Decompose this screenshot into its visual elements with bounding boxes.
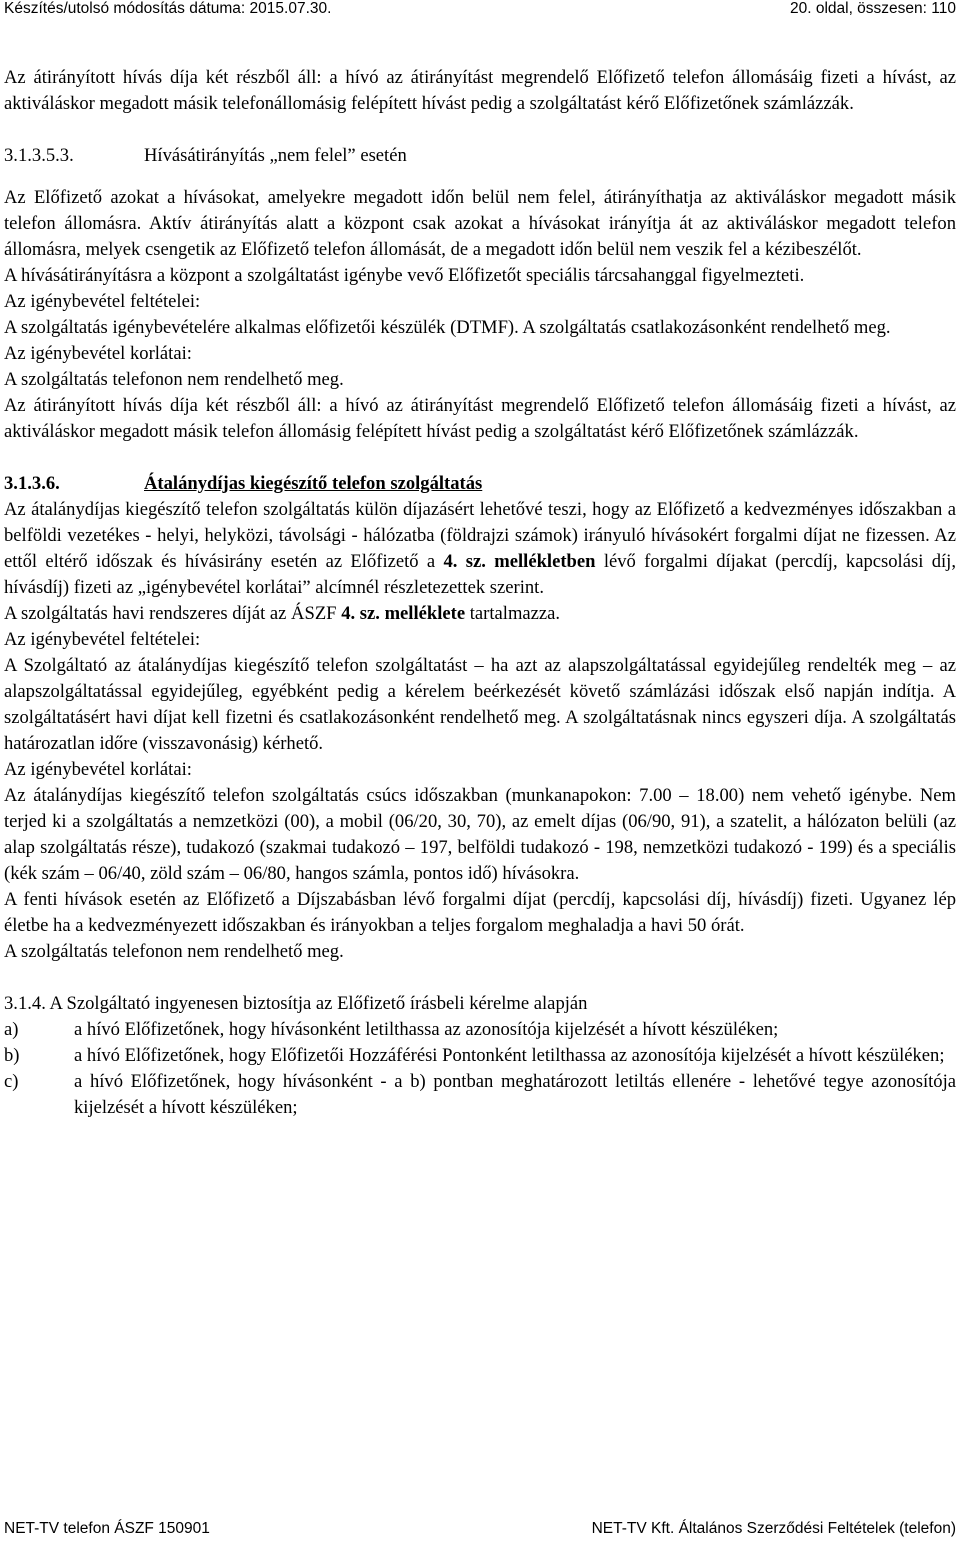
list-item — [4, 1069, 956, 1121]
section-heading — [4, 143, 956, 169]
paragraph: A szolgáltatás telefonon nem rendelhető meg. — [4, 941, 344, 962]
paragraph: A Szolgáltató az átalánydíjas kiegészítő telefon szolgáltatást – ha azt az alapszolgáltatással egyidejűleg rendelték meg – az alapszolgáltatással egyidejűleg, egyébként pedig a kérelem beérkezését követő számlázási időszak első napján indítja. A szolgáltatásért havi díjat kell fizetni és csatlakozásonként rendelhető meg. A szolgáltatásnak nincs egyszeri díja. A szolgáltatás határozatlan időre (visszavonásig) kérhető. — [4, 655, 956, 754]
list-item-text: a hívó Előfizetőnek, hogy Előfizetői Hozzáférési Pontonként letilthassa az azonosítója kijelzését a hívott készüléken; — [74, 1045, 945, 1066]
list-item-label: b) — [4, 1045, 20, 1066]
text-run-bold: mellékletben — [494, 551, 596, 572]
paragraph: Az átalánydíjas kiegészítő telefon szolgáltatás csúcs időszakban (munkanapokon: 7.00 – 18.00) nem vehető igénybe. Nem terjed ki a szolgáltatás a nemzetközi (00), a mobil (06/20, 30, 70), az emelt díjas (06/90, 91), a szatelit, a hálózaton belüli (az alap szolgáltatás része), tudakozó (szakmai tudakozó – 197, belföldi tudakozó - 198, nemzetközi tudakozó - 199) és a speciális (kék szám – 06/40, zöld szám – 06/80, hangos számla, pontos idő) hívásokra. — [4, 785, 956, 884]
page-header — [4, 0, 956, 18]
paragraph: Az Előfizető azokat a hívásokat, amelyekre megadott időn belül nem felel, átirányíthatja az aktiváláskor megadott másik telefon állomásra. Aktív átirányítás alatt a központ csak azokat a hívásokat irányítja át az aktiváláskor megadott telefon állomásra, melyek csengetik az Előfizető telefon állomását, de a megadott időn belül nem veszik fel a kézibeszélőt. — [4, 187, 956, 260]
paragraph: A szolgáltatás telefonon nem rendelhető meg. — [4, 369, 344, 390]
section-heading — [4, 471, 956, 497]
text-run-bold: 4. sz. — [443, 551, 486, 572]
text-run-bold: 4. sz. melléklete — [341, 603, 466, 624]
subheading: Az igénybevétel feltételei: — [4, 629, 201, 650]
text-run — [486, 551, 494, 572]
list-item-label: c) — [4, 1071, 19, 1092]
section-number: 3.1.3.5.3. — [4, 145, 74, 166]
paragraph — [4, 601, 956, 627]
paragraph: A fenti hívások esetén az Előfizető a Díjszabásban lévő forgalmi díjat (percdíj, kapcsolási díj, hívásdíj) fizeti. Ugyanez lép életbe ha a kedvezményezett időszakban és irányokban a teljes forgalom meghaladja a havi 50 órát. — [4, 889, 956, 936]
page-footer — [4, 1520, 956, 1538]
paragraph — [4, 497, 956, 601]
list-item-text: a hívó Előfizetőnek, hogy hívásonként letilthassa az azonosítója kijelzését a hívott készüléken; — [74, 1019, 779, 1040]
subheading: Az igénybevétel korlátai: — [4, 759, 192, 780]
footer-doc-title: NET-TV Kft. Általános Szerződési Feltételek (telefon) — [591, 1520, 956, 1537]
paragraph: A hívásátirányításra a központ a szolgáltatást igénybe vevő Előfizetőt speciális tárcsahanggal figyelmezteti. — [4, 265, 805, 286]
header-page-number: 20. oldal, összesen: 110 — [789, 0, 956, 17]
paragraph: A szolgáltatás igénybevételére alkalmas előfizetői készülék (DTMF). A szolgáltatás csatlakozásonként rendelhető meg. — [4, 317, 891, 338]
list-item-label: a) — [4, 1019, 19, 1040]
paragraph: Az átirányított hívás díja két részből áll: a hívó az átirányítást megrendelő Előfizető telefon állomásáig fizeti a hívást, az aktiváláskor megadott másik telefon állomásig felépített hívást pedig a szolgáltatást kérő Előfizetőnek számlázzák. — [4, 395, 956, 442]
subheading: Az igénybevétel feltételei: — [4, 291, 201, 312]
paragraph: Az átirányított hívás díja két részből áll: a hívó az átirányítást megrendelő Előfizető telefon állomásáig fizeti a hívást, az aktiváláskor megadott másik telefonállomásig felépített hívást pedig a szolgáltatást kérő Előfizetőnek számlázzák. — [4, 67, 956, 114]
list-item — [4, 1043, 956, 1069]
subheading: Az igénybevétel korlátai: — [4, 343, 192, 364]
document-body — [4, 65, 956, 1121]
list-item — [4, 1017, 956, 1043]
paragraph: 3.1.4. A Szolgáltató ingyenesen biztosítja az Előfizető írásbeli kérelme alapján — [4, 993, 588, 1014]
section-title: Átalánydíjas kiegészítő telefon szolgáltatás — [144, 473, 483, 494]
section-title: Hívásátirányítás „nem felel” esetén — [144, 145, 407, 166]
list-item-text: a hívó Előfizetőnek, hogy hívásonként - a b) pontban meghatározott letiltás ellenére - lehetővé tegye azonosítója kijelzését a hívott készüléken; — [74, 1071, 956, 1118]
text-run: tartalmazza. — [465, 603, 561, 624]
section-number: 3.1.3.6. — [4, 473, 60, 494]
text-run: lévő forgalmi díjakat (percdíj, kapcsolási díj, hívásdíj) fizeti az „igénybevétel korlátai” alcímnél részletezettek szerint. — [4, 551, 956, 598]
footer-doc-id: NET-TV telefon ÁSZF 150901 — [4, 1520, 210, 1537]
header-date: Készítés/utolsó módosítás dátuma: 2015.07.30. — [4, 0, 332, 17]
text-run: A szolgáltatás havi rendszeres díját az ÁSZF — [4, 603, 342, 624]
text-run: Az átalánydíjas kiegészítő telefon szolgáltatás külön díjazásért lehetővé teszi, hogy az Előfizető a kedvezményes időszakban a belföldi vezetékes - helyi, helyközi, távolsági - hálózatba (földrajzi számok) irányuló hívásokért forgalmi díjat ne fizessen. Az ettől eltérő időszak és hívásirány esetén az Előfizető a — [4, 499, 956, 572]
